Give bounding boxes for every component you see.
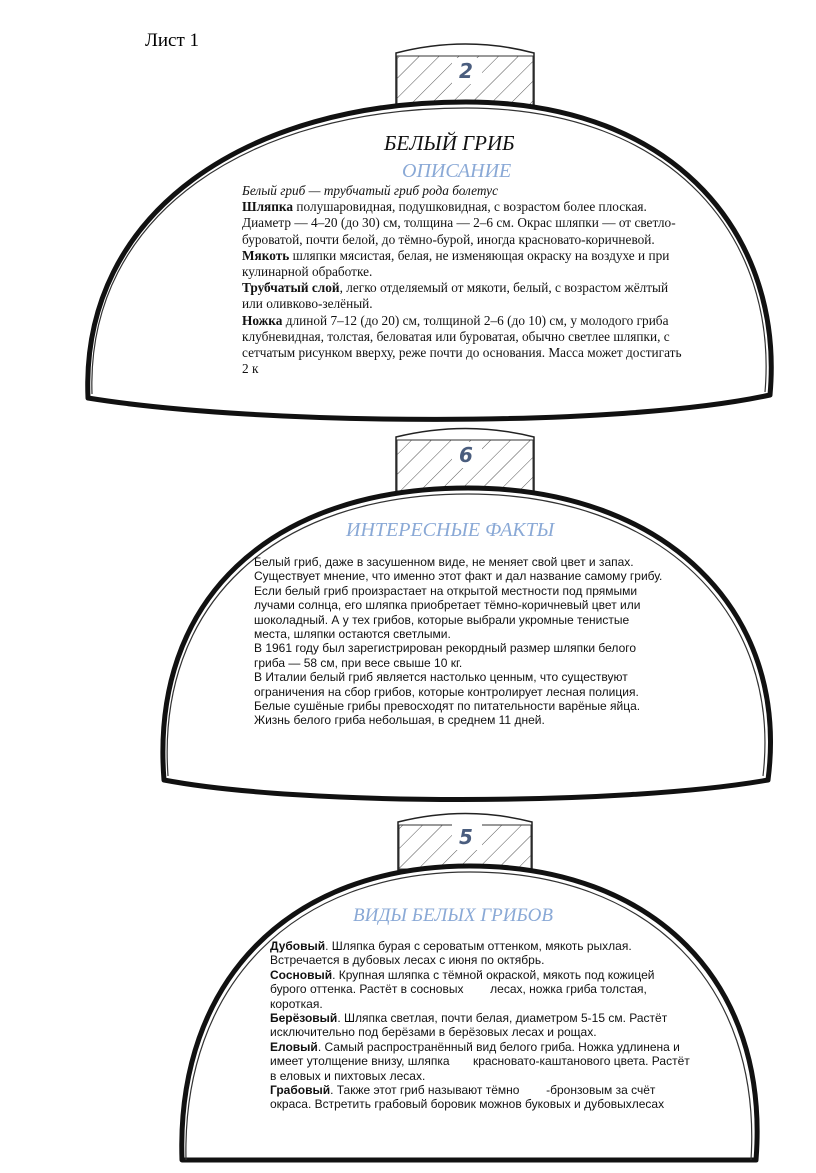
card-3-body: [270, 939, 694, 1112]
card-1-title: БЕЛЫЙ ГРИБ: [384, 131, 515, 155]
card-3-para: Грабовый. Также этот гриб называют тёмно -бронзовым за счёт окраса. Встретить грабовый боровик можнов буковых и дубовыхлесах: [270, 1083, 665, 1112]
card-1-heading: ОПИСАНИЕ: [402, 160, 512, 182]
card-3-para: Берёзовый. Шляпка светлая, почти белая, диаметром 5-15 см. Растёт исключительно под берёзами в берёзовых лесах и рощах.: [270, 1011, 668, 1040]
card-2-tab: [396, 429, 534, 493]
card-3-para: Еловый. Самый распространённый вид белого гриба. Ножка удлинена и имеет утолщение внизу, шляпка красновато-каштанового цвета. Растёт в еловых и пихтовых лесах.: [270, 1039, 694, 1083]
card-1-intro: Белый гриб — трубчатый гриб рода болетус: [242, 183, 498, 198]
card-2-heading: ИНТЕРЕСНЫЕ ФАКТЫ: [346, 519, 555, 541]
card-1-para: Трубчатый слой, легко отделяемый от мякоти, белый, с возрастом жёлтый или оливково-зелёный.: [242, 280, 669, 312]
card-3-heading: ВИДЫ БЕЛЫХ ГРИБОВ: [353, 905, 554, 926]
card-3-para: Сосновый. Крупная шляпка с тёмной окраской, мякоть под кожицей бурого оттенка. Растёт в сосновых лесах, ножка гриба толстая, короткая.: [270, 967, 658, 1011]
card-2-para: Белый гриб, даже в засушенном виде, не меняет свой цвет и запах. Существует мнение, что именно этот факт и дал название самому грибу.: [254, 555, 663, 584]
card-1-tab: [396, 44, 534, 107]
card-1-para: Шляпка полушаровидная, подушковидная, с возрастом более плоская. Диаметр — 4–20 (до 30) см, толщина — 2–6 см. Окрас шляпки — от светло-буроватой, почти белой, до тёмно-бурой, иногда красновато-коричневой.: [242, 199, 676, 247]
card-3-tab: [398, 814, 532, 871]
card-2-para: В 1961 году был зарегистрирован рекордный размер шляпки белого гриба — 58 см, при весе свыше 10 кг.: [254, 641, 637, 670]
card-2-tab-number: 6: [459, 443, 473, 467]
sheet-label: Лист 1: [145, 30, 200, 51]
card-3-tab-number: 5: [459, 825, 473, 849]
card-2-body: [254, 555, 666, 728]
card-1-para: Мякоть шляпки мясистая, белая, не изменяющая окраску на воздухе и при кулинарной обработке.: [242, 247, 670, 280]
card-1-body: [242, 183, 687, 377]
card-3-para: Дубовый. Шляпка бурая с сероватым оттенком, мякоть рыхлая. Встречается в дубовых лесах с июня по октябрь.: [270, 939, 632, 968]
card-1-tab-number: 2: [459, 59, 473, 83]
card-2-para: В Италии белый гриб является настолько ценным, что существуют ограничения на сбор грибов, которые контролирует лесная полиция.: [254, 670, 639, 699]
card-2-para: Если белый гриб произрастает на открытой местности под прямыми лучами солнца, его шляпка приобретает тёмно-коричневый цвет или шоколадный. А у тех грибов, которые выбрали укромные тенистые места, шляпки остаются светлыми.: [254, 583, 641, 642]
card-2-para: Белые сушёные грибы превосходят по питательности варёные яйца.: [254, 699, 641, 714]
card-1-para: Ножка длиной 7–12 (до 20) см, толщиной 2–6 (до 10) см, у молодого гриба клубневидная, толстая, беловатая или буроватая, обычно светлее шляпки, с сетчатым рисунком вверху, реже почти до основания. Масса может достигать 2 к: [242, 312, 682, 377]
card-2-para: Жизнь белого гриба небольшая, в среднем 11 дней.: [254, 713, 545, 728]
